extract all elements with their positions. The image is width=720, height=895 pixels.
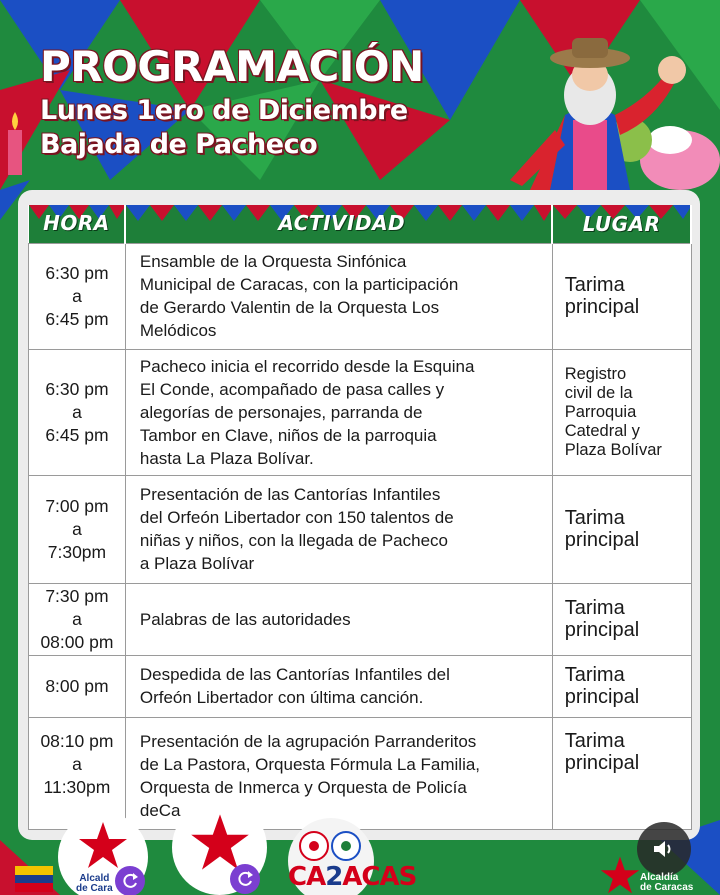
- header-actividad: ACTIVIDAD: [125, 205, 552, 243]
- cell-lugar: Tarima principal: [552, 475, 691, 583]
- schedule-table: [28, 205, 692, 830]
- event-name: Bajada de Pacheco: [40, 129, 318, 160]
- table-row: [29, 717, 692, 829]
- corner-star-icon: [600, 855, 640, 895]
- cell-lugar: Tarima principal: [552, 583, 691, 655]
- cell-actividad: Ensamble de la Orquesta Sinfónica Municipal de Caracas, con la participación de Gerardo Valentin de la Orquesta Los Melódicos: [125, 243, 552, 349]
- cell-lugar: Registro civil de la Parroquia Catedral y Plaza Bolívar: [552, 349, 691, 475]
- badges-icon: [296, 826, 366, 866]
- sound-toggle-button[interactable]: [637, 822, 691, 876]
- cell-hora: 8:00 pm: [29, 655, 126, 717]
- header: [40, 40, 510, 162]
- cell-hora: 7:30 pm a 08:00 pm: [29, 583, 126, 655]
- cell-hora: 6:30 pm a 6:45 pm: [29, 349, 126, 475]
- pacheco-character-illustration: [470, 20, 720, 190]
- cell-actividad: Pacheco inicia el recorrido desde la Esquina El Conde, acompañado de pasa calles y alegorías de personajes, parranda de Tambor en Clave, niños de la parroquia hasta La Plaza Bolívar.: [125, 349, 552, 475]
- red-star-icon: [190, 812, 250, 872]
- caracas-logo-text: CA2ACAS: [288, 862, 417, 892]
- corner-logo-caption: Alcaldía de Caracas: [640, 872, 694, 893]
- table-row: [29, 349, 692, 475]
- page-title: PROGRAMACIÓN: [40, 42, 424, 91]
- refresh-icon[interactable]: [230, 864, 260, 894]
- cell-lugar: Tarima principal: [552, 655, 691, 717]
- cell-lugar: Tarima principal: [552, 243, 691, 349]
- cell-actividad: Palabras de las autoridades: [125, 583, 552, 655]
- cell-lugar: Tarima principal: [552, 717, 691, 829]
- logo-caption: Alcald de Cara: [76, 873, 113, 894]
- table-header-row: [29, 205, 692, 243]
- table-row: [29, 655, 692, 717]
- refresh-icon[interactable]: [115, 866, 145, 895]
- header-hora: HORA: [29, 205, 126, 243]
- header-lugar: LUGAR: [552, 205, 691, 243]
- table-row: [29, 243, 692, 349]
- table-row: [29, 475, 692, 583]
- table-row: [29, 583, 692, 655]
- cell-hora: 6:30 pm a 6:45 pm: [29, 243, 126, 349]
- speaker-icon: [652, 838, 676, 860]
- cell-hora: 08:10 pm a 11:30pm: [29, 717, 126, 829]
- red-star-icon: [78, 820, 128, 870]
- cell-actividad: Presentación de la agrupación Parranderitos de La Pastora, Orquesta Fórmula La Familia, Orquesta de Inmerca y Orquesta de Policía deCa: [125, 717, 552, 829]
- cell-hora: 7:00 pm a 7:30pm: [29, 475, 126, 583]
- venezuela-flag-icon: [15, 866, 53, 892]
- event-date: Lunes 1ero de Diciembre: [40, 95, 408, 126]
- cell-actividad: Despedida de las Cantorías Infantiles del Orfeón Libertador con última canción.: [125, 655, 552, 717]
- cell-actividad: Presentación de las Cantorías Infantiles del Orfeón Libertador con 150 talentos de niñas y niños, con la llegada de Pacheco a Plaza Bolívar: [125, 475, 552, 583]
